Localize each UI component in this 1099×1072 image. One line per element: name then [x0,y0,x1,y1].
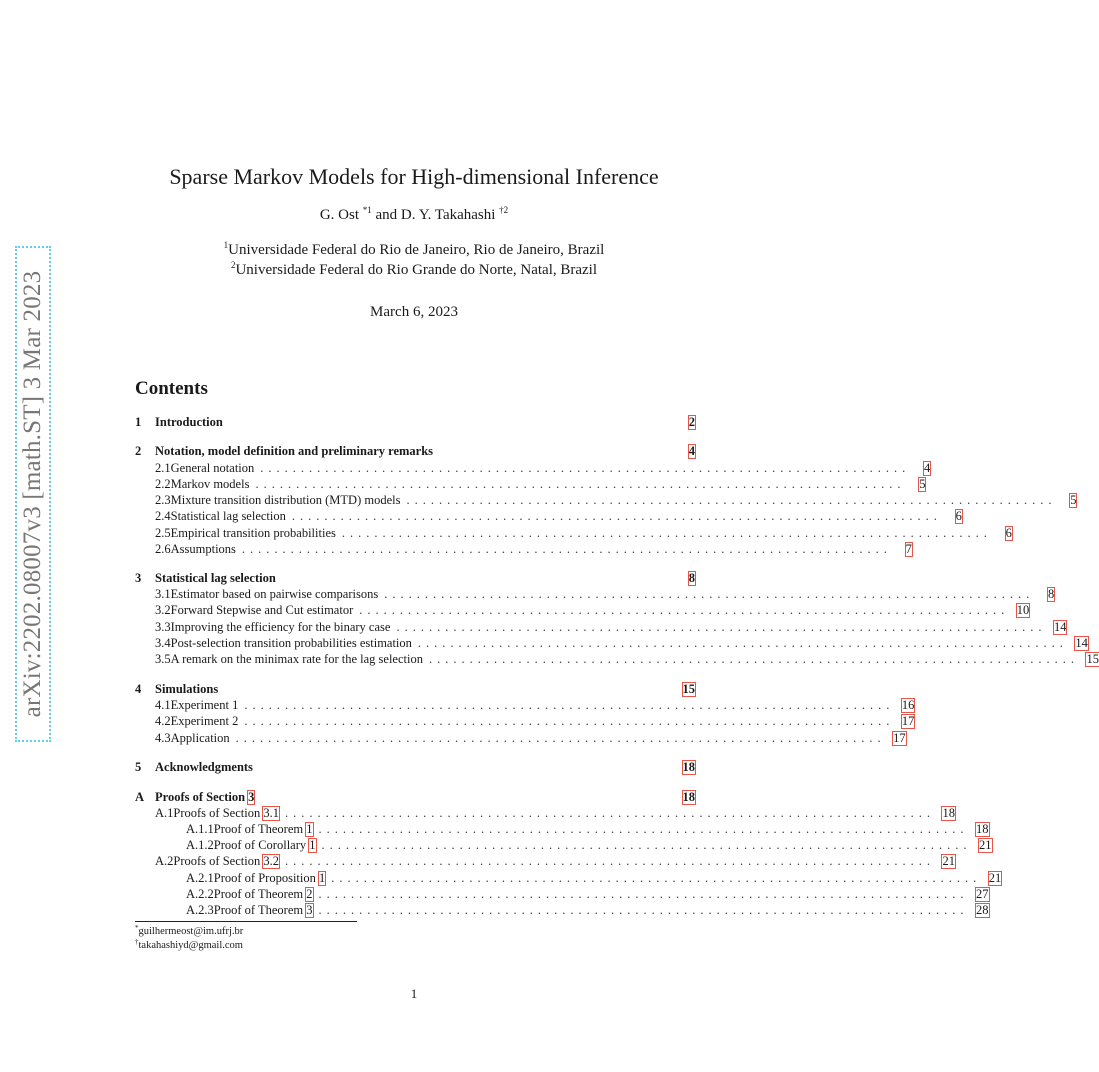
toc-entry[interactable] [135,414,695,430]
toc-entry-title [171,619,391,635]
toc-entry-title [171,586,379,602]
toc-entry-number: A.2 [155,854,174,868]
author-2: D. Y. Takahashi [400,207,500,223]
toc-page-link[interactable]: 17 [893,731,906,745]
toc-entry[interactable] [135,508,962,524]
toc-entry-number: 2.5 [155,526,171,540]
toc-entry-title [171,602,354,618]
author-2-mark: †2 [499,205,509,215]
toc-entry-title [171,508,286,524]
toc-entry-title-text: Proof of Theorem [213,822,307,836]
toc-entry-title-text: Markov models [170,477,250,491]
toc-entry-title [155,759,253,775]
affiliation-2-mark: 2 [230,260,236,270]
toc-entry-title [155,789,254,805]
toc-entry[interactable] [135,602,1030,618]
toc-entry[interactable] [135,821,989,837]
toc-leader-dots: ................................................................................ [255,477,906,491]
toc-page-link[interactable]: 7 [905,542,912,556]
toc-leader-dots: ................................................................................ [331,871,982,885]
toc-page-link[interactable]: 18 [942,806,955,820]
toc-page-link[interactable]: 17 [901,714,915,728]
toc-entry[interactable] [135,443,695,459]
toc-entry[interactable] [135,902,989,918]
affiliation-2 [0,262,828,279]
toc-entry-number: 2.6 [155,542,171,556]
toc-entry-number: A.2.2 [186,887,214,901]
toc-page-link[interactable]: 14 [1053,620,1067,634]
toc-entry-number: 4.3 [155,731,171,745]
page-number: 1 [410,986,418,1001]
toc-leader-dots: ................................................................................ [235,731,886,745]
toc-entry-title [155,414,223,430]
toc-leader-dots: ................................................................................ [318,822,969,836]
toc-entry-title [171,525,336,541]
toc-entry-number: A.1 [155,806,174,820]
author-1-mark: *1 [362,205,372,215]
toc-page-link[interactable]: 27 [976,887,989,901]
toc-entry-title [214,886,313,902]
toc-page-link[interactable]: 16 [901,698,915,712]
toc-entry-title-text: Introduction [155,415,223,429]
toc-page-link[interactable]: 18 [682,790,695,804]
toc-entry[interactable] [135,681,695,697]
footnote-2-text: takahashiyd@gmail.com [138,940,243,951]
toc-entry-number: 4 [135,682,142,696]
toc-entry-reference-link[interactable]: 3 [248,790,255,804]
toc-page-link[interactable]: 8 [688,571,695,585]
paper-title: Sparse Markov Models for High-dimensional Inference [169,164,659,189]
toc-entry-number: A.1.2 [186,838,214,852]
toc-entry-number: 2.2 [155,477,171,491]
footnote-1 [135,926,243,937]
author-conjunction: and [371,207,401,223]
toc-entry-title-text: Post-selection transition probabilities estimation [170,636,412,650]
footnote-1-text: guilhermeost@im.ufrj.br [138,926,244,937]
toc-page-link[interactable]: 15 [1086,652,1099,666]
toc-entry[interactable] [135,730,906,746]
toc-entry-title-text: General notation [170,461,255,475]
toc-entry-number: 5 [135,760,142,774]
toc-entry-title-text: Simulations [155,682,219,696]
toc-entry-number: A.2.1 [186,871,214,885]
toc-entry-title-text: Acknowledgments [155,760,253,774]
toc-page-link[interactable]: 4 [688,444,695,458]
toc-entry[interactable] [135,853,955,869]
toc-entry-title [214,837,316,853]
toc-entry-number: 3.3 [155,620,171,634]
toc-entry-number: 3.2 [155,603,171,617]
toc-entry-number: 4.1 [155,698,171,712]
toc-entry-title [171,476,250,492]
toc-entry-title [171,730,230,746]
toc-entry-reference-link[interactable]: 2 [306,887,313,901]
toc-entry-title-text: Proof of Theorem [213,903,307,917]
toc-entry[interactable] [135,586,1055,602]
toc-leader-dots: ................................................................................ [341,526,992,540]
toc-leader-dots: ................................................................................ [384,587,1035,601]
toc-entry-title [171,541,236,557]
toc-entry[interactable] [135,759,695,775]
toc-leader-dots: ................................................................................ [284,806,935,820]
toc-leader-dots: ................................................................................ [406,493,1057,507]
toc-entry-title-text: A remark on the minimax rate for the lag selection [170,652,423,666]
footnote-2-mark: † [135,938,139,946]
toc-leader-dots: ................................................................................ [241,542,892,556]
toc-entry[interactable] [135,525,1012,541]
toc-entry-number: 1 [135,415,142,429]
toc-leader-dots: ................................................................................ [396,620,1047,634]
toc-entry-title-text: Estimator based on pairwise comparisons [170,587,379,601]
toc-page-link[interactable]: 10 [1016,603,1030,617]
toc-entry-number: 3 [135,571,142,585]
toc-entry-title-text: Mixture transition distribution (MTD) models [170,493,401,507]
toc-entry-number: 4.2 [155,714,171,728]
toc-entry-title [171,492,401,508]
toc-leader-dots: ................................................................................ [244,698,895,712]
affiliation-2-text: Universidade Federal do Rio Grande do Norte, Natal, Brazil [235,262,598,278]
toc-entry-reference-link[interactable]: 3 [306,903,313,917]
toc-entry[interactable] [135,476,926,492]
toc-leader-dots: ................................................................................ [244,714,895,728]
toc-entry-number: A.2.3 [186,903,214,917]
toc-entry-number: 2.3 [155,493,171,507]
contents-heading: Contents [135,378,208,399]
toc-entry-title-text: Experiment 1 [170,698,239,712]
toc-entry[interactable] [135,635,1088,651]
footnote-rule [135,921,357,922]
toc-page-link[interactable]: 15 [682,682,695,696]
toc-entry-title-text: Proof of Corollary [213,838,310,852]
toc-entry-title-text: Statistical lag selection [155,571,276,585]
toc-leader-dots: ................................................................................ [321,838,972,852]
author-1: G. Ost [319,207,363,223]
toc-page-link[interactable]: 4 [924,461,931,475]
toc-leader-dots: ................................................................................ [428,652,1079,666]
toc-entry[interactable] [135,837,992,853]
author-line [0,207,828,224]
toc-entry-title [214,870,325,886]
toc-leader-dots: ................................................................................ [417,636,1068,650]
toc-entry-number: 3.1 [155,587,171,601]
toc-page-link[interactable]: 21 [988,871,1002,885]
toc-page-link[interactable]: 18 [976,822,989,836]
toc-entry-title [214,821,313,837]
toc-entry-title-text: Application [170,731,230,745]
toc-entry-title [155,570,276,586]
footnote-1-mark: * [135,924,139,932]
toc-entry-number: 3.4 [155,636,171,650]
toc-entry-reference-link[interactable]: 3.2 [263,854,279,868]
toc-entry-title-text: Experiment 2 [170,714,239,728]
toc-entry[interactable] [135,886,989,902]
toc-entry-title-text: Proof of Proposition [213,871,319,885]
toc-page-link[interactable]: 5 [1070,493,1077,507]
affiliation-1-text: Universidade Federal do Rio de Janeiro, Rio de Janeiro, Brazil [228,242,605,258]
toc-entry-reference-link[interactable]: 3.1 [263,806,279,820]
toc-entry[interactable] [135,805,955,821]
toc-entry[interactable] [135,492,1077,508]
arxiv-stamp: arXiv:2202.08007v3 [math.ST] 3 Mar 2023 [19,270,46,718]
toc-entry[interactable] [135,460,931,476]
toc-entry-number: 3.5 [155,652,171,666]
toc-entry-title-text: Proofs of Section [173,806,264,820]
toc-entry-title-text: Forward Stepwise and Cut estimator [170,603,354,617]
toc-entry-title [171,651,423,667]
toc-entry-title [214,902,313,918]
toc-entry-number: 2.1 [155,461,171,475]
toc-page-link[interactable]: 8 [1047,587,1055,601]
toc-entry-title-text: Notation, model definition and preliminary remarks [155,444,434,458]
toc-entry-title-text: Proofs of Section [173,854,264,868]
toc-leader-dots: ................................................................................ [359,603,1010,617]
affiliation-1 [0,242,828,259]
toc-page-link[interactable]: 2 [688,415,695,429]
toc-entry-title [155,443,433,459]
toc-entry-title-text: Proof of Theorem [213,887,307,901]
toc-entry-reference-link[interactable]: 1 [306,822,313,836]
toc-page-link[interactable]: 28 [976,903,989,917]
toc-entry-title [171,697,239,713]
toc-entry-title [171,460,255,476]
toc-page-link[interactable]: 5 [919,477,926,491]
toc-entry-reference-link[interactable]: 1 [309,838,316,852]
toc-entry-title [171,635,412,651]
toc-page-link[interactable]: 6 [955,509,962,523]
toc-entry[interactable] [135,619,1067,635]
toc-page-link[interactable]: 21 [979,838,992,852]
toc-entry-title-text: Statistical lag selection [170,509,286,523]
toc-leader-dots: ................................................................................ [291,509,942,523]
toc-page-link[interactable]: 18 [682,760,695,774]
toc-entry-title-text: Improving the efficiency for the binary case [170,620,391,634]
toc-entry[interactable] [135,789,695,805]
toc-leader-dots: ................................................................................ [318,887,969,901]
toc-entry-number: A.1.1 [186,822,214,836]
toc-page-link[interactable]: 21 [942,854,955,868]
affiliation-1-mark: 1 [223,240,229,250]
toc-entry[interactable] [135,651,1099,667]
toc-entry-title [173,805,279,821]
paper-date: March 6, 2023 [370,304,458,320]
toc-entry-title-text: Empirical transition probabilities [170,526,336,540]
toc-entry-title [171,713,239,729]
toc-entry-title-text: Proofs of Section [155,790,249,804]
toc-entry-number: 2.4 [155,509,171,523]
toc-entry[interactable] [135,541,912,557]
toc-page-link[interactable]: 6 [1005,526,1012,540]
toc-page-link[interactable]: 14 [1075,636,1088,650]
toc-leader-dots: ................................................................................ [318,903,969,917]
toc-entry-title [155,681,218,697]
toc-entry-title-text: Assumptions [170,542,236,556]
toc-entry[interactable] [135,870,1002,886]
toc-entry[interactable] [135,713,915,729]
toc-entry-title [173,853,279,869]
toc-entry-reference-link[interactable]: 1 [319,871,326,885]
toc-leader-dots: ................................................................................ [260,461,911,475]
toc-entry[interactable] [135,570,695,586]
toc-entry-number: 2 [135,444,142,458]
footnote-2 [135,940,243,951]
toc-entry-number: A [135,790,145,804]
toc-entry[interactable] [135,697,915,713]
toc-leader-dots: ................................................................................ [284,854,935,868]
